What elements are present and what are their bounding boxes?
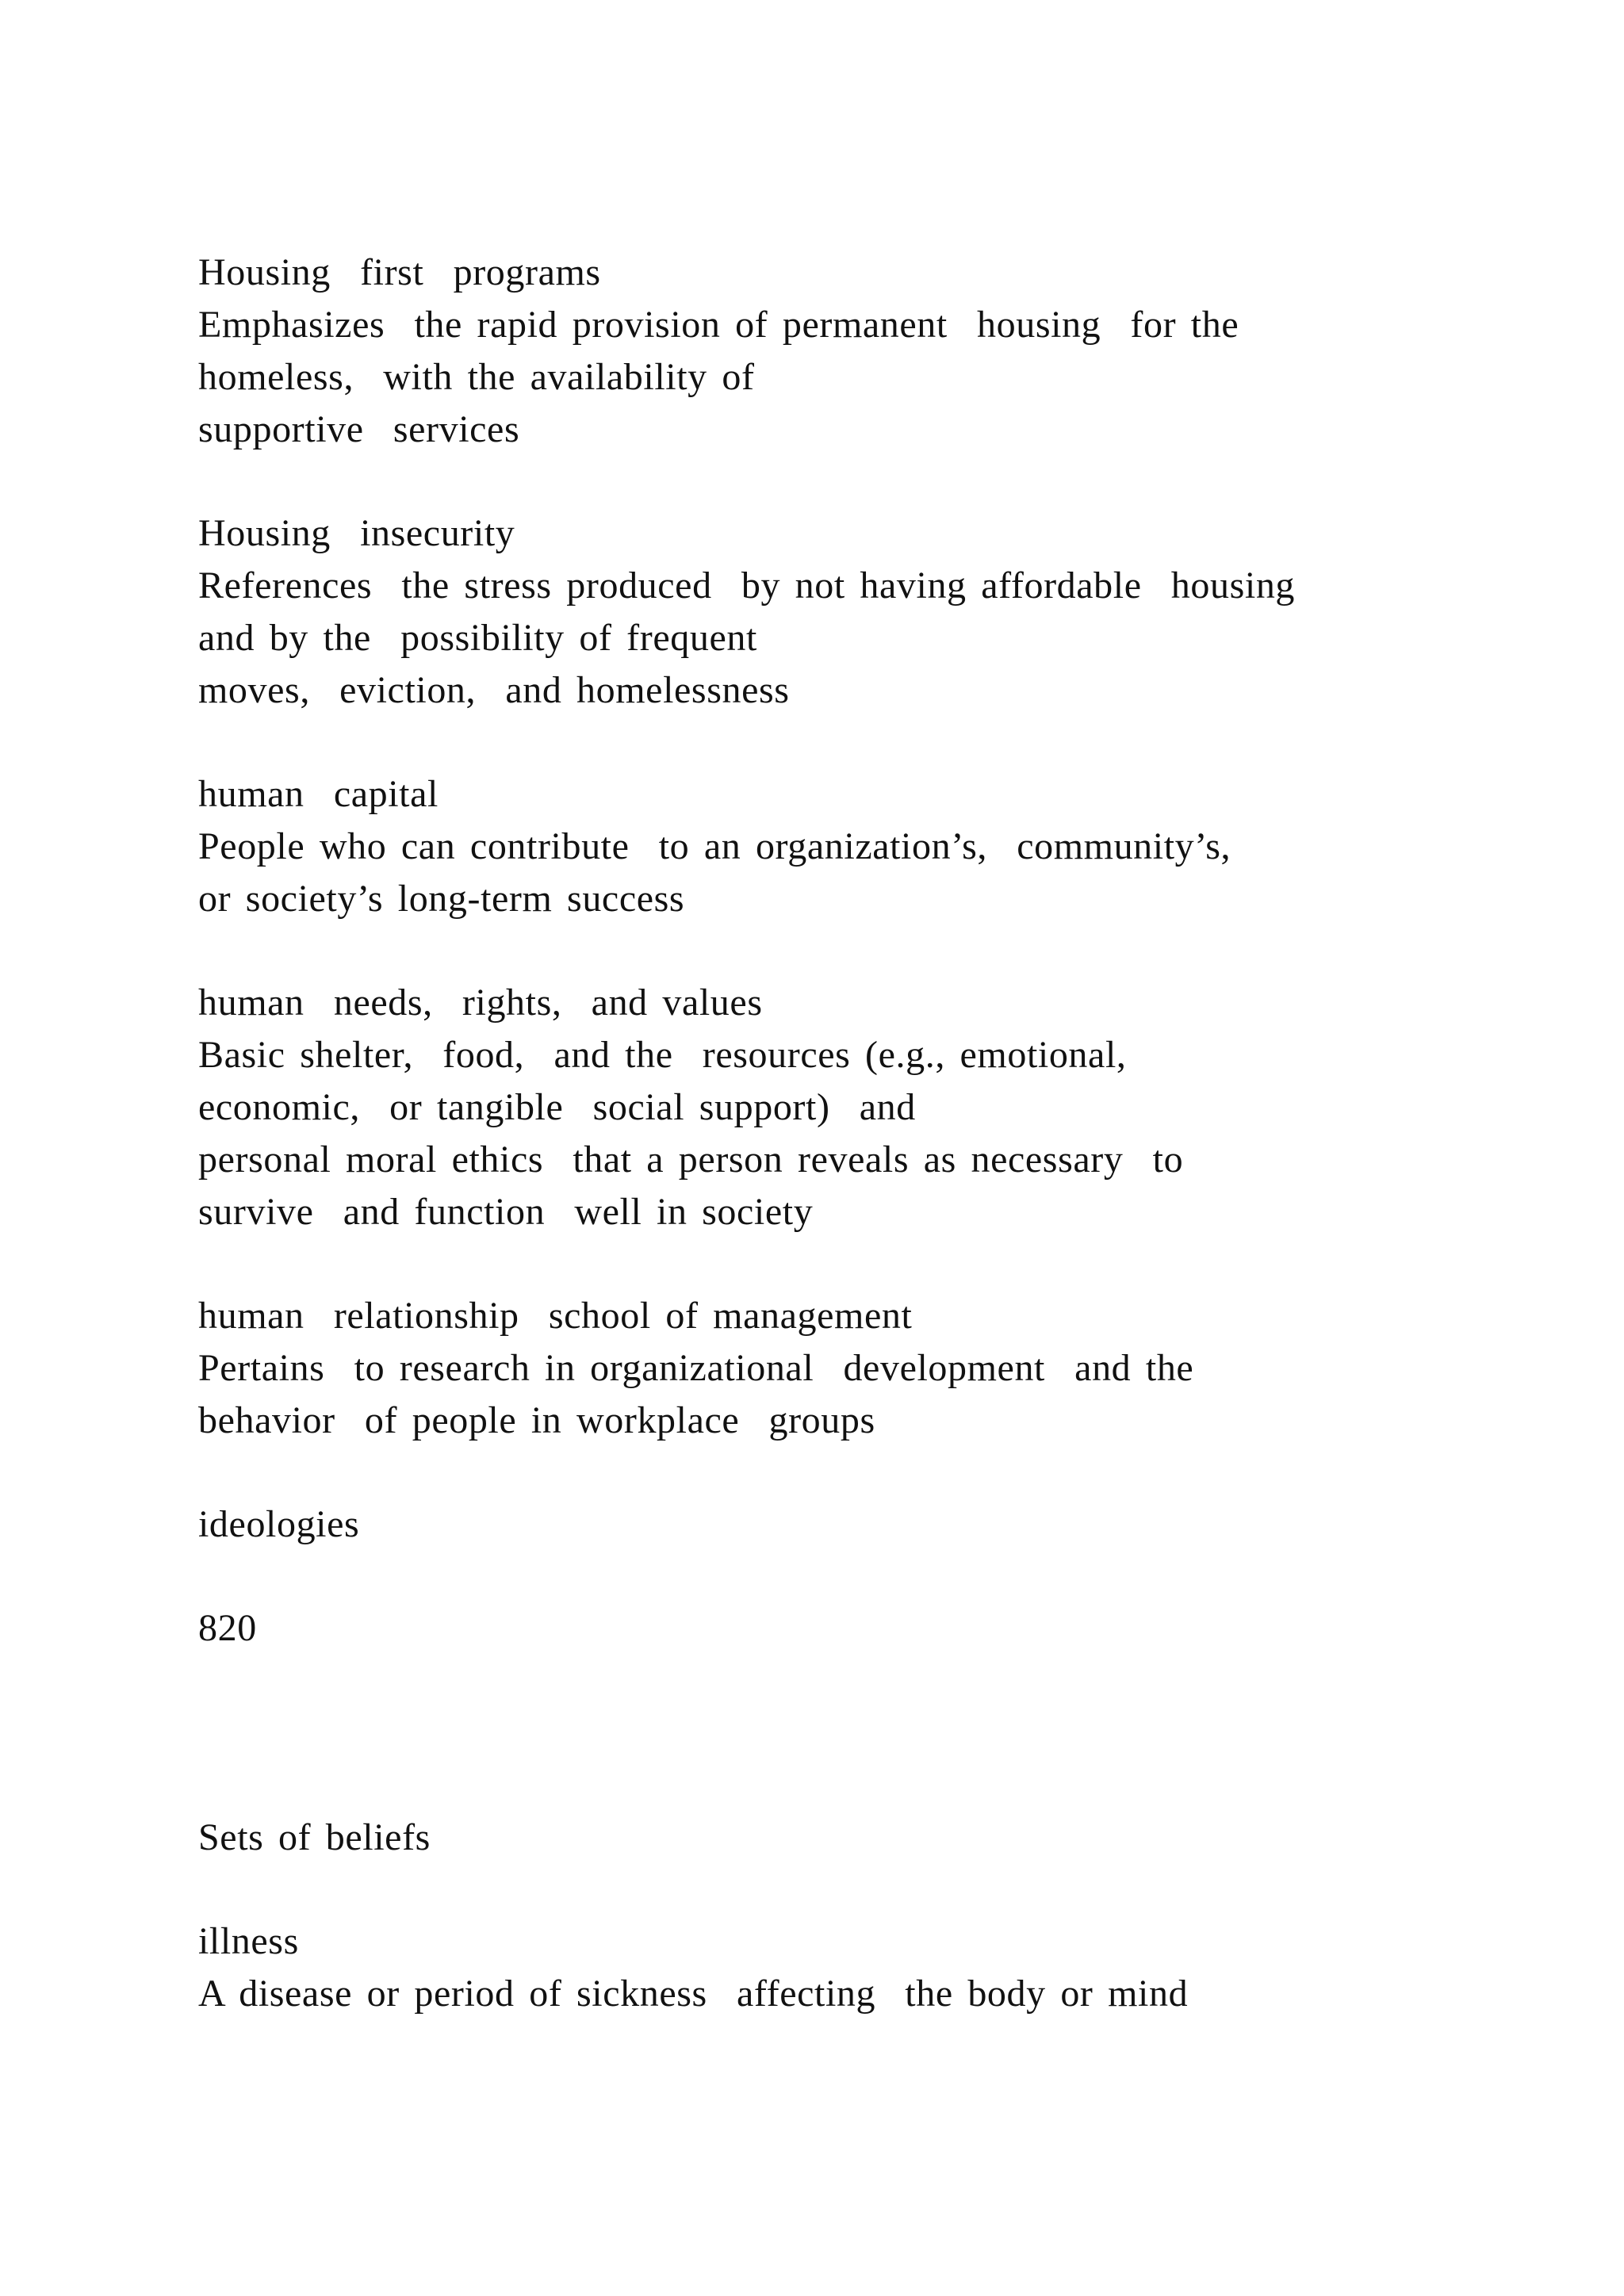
definition-line: survive and function well in society	[198, 1191, 814, 1233]
term-housing-insecurity: Housing insecurity	[198, 512, 515, 554]
definition-line: and by the possibility of frequent	[198, 617, 757, 659]
definition-line: supportive services	[198, 408, 520, 450]
term-human-needs-rights-values: human needs, rights, and values	[198, 982, 763, 1024]
definition-line: economic, or tangible social support) and	[198, 1086, 916, 1128]
term-human-capital: human capital	[198, 773, 439, 815]
term-human-relationship-school: human relationship school of management	[198, 1295, 913, 1337]
definition-line: Sets of beliefs	[198, 1816, 431, 1858]
definition-line: People who can contribute to an organization’s, community’s,	[198, 825, 1231, 867]
term-housing-first-programs: Housing first programs	[198, 251, 601, 293]
term-illness: illness	[198, 1920, 299, 1962]
definition-line: Pertains to research in organizational development and the	[198, 1347, 1194, 1389]
page-number: 820	[198, 1607, 257, 1649]
definition-line: behavior of people in workplace groups	[198, 1399, 875, 1441]
definition-line: A disease or period of sickness affecting the body or mind	[198, 1973, 1189, 2015]
definition-line: Emphasizes the rapid provision of permanent housing for the	[198, 304, 1239, 346]
definition-line: personal moral ethics that a person reveals as necessary to	[198, 1138, 1184, 1181]
definition-line: References the stress produced by not having affordable housing	[198, 564, 1296, 607]
definition-line: homeless, with the availability of	[198, 356, 755, 398]
term-ideologies: ideologies	[198, 1503, 360, 1545]
definition-line: or society’s long-term success	[198, 878, 685, 920]
definition-line: moves, eviction, and homelessness	[198, 669, 790, 711]
definition-line: Basic shelter, food, and the resources (e.g., emotional,	[198, 1034, 1127, 1076]
